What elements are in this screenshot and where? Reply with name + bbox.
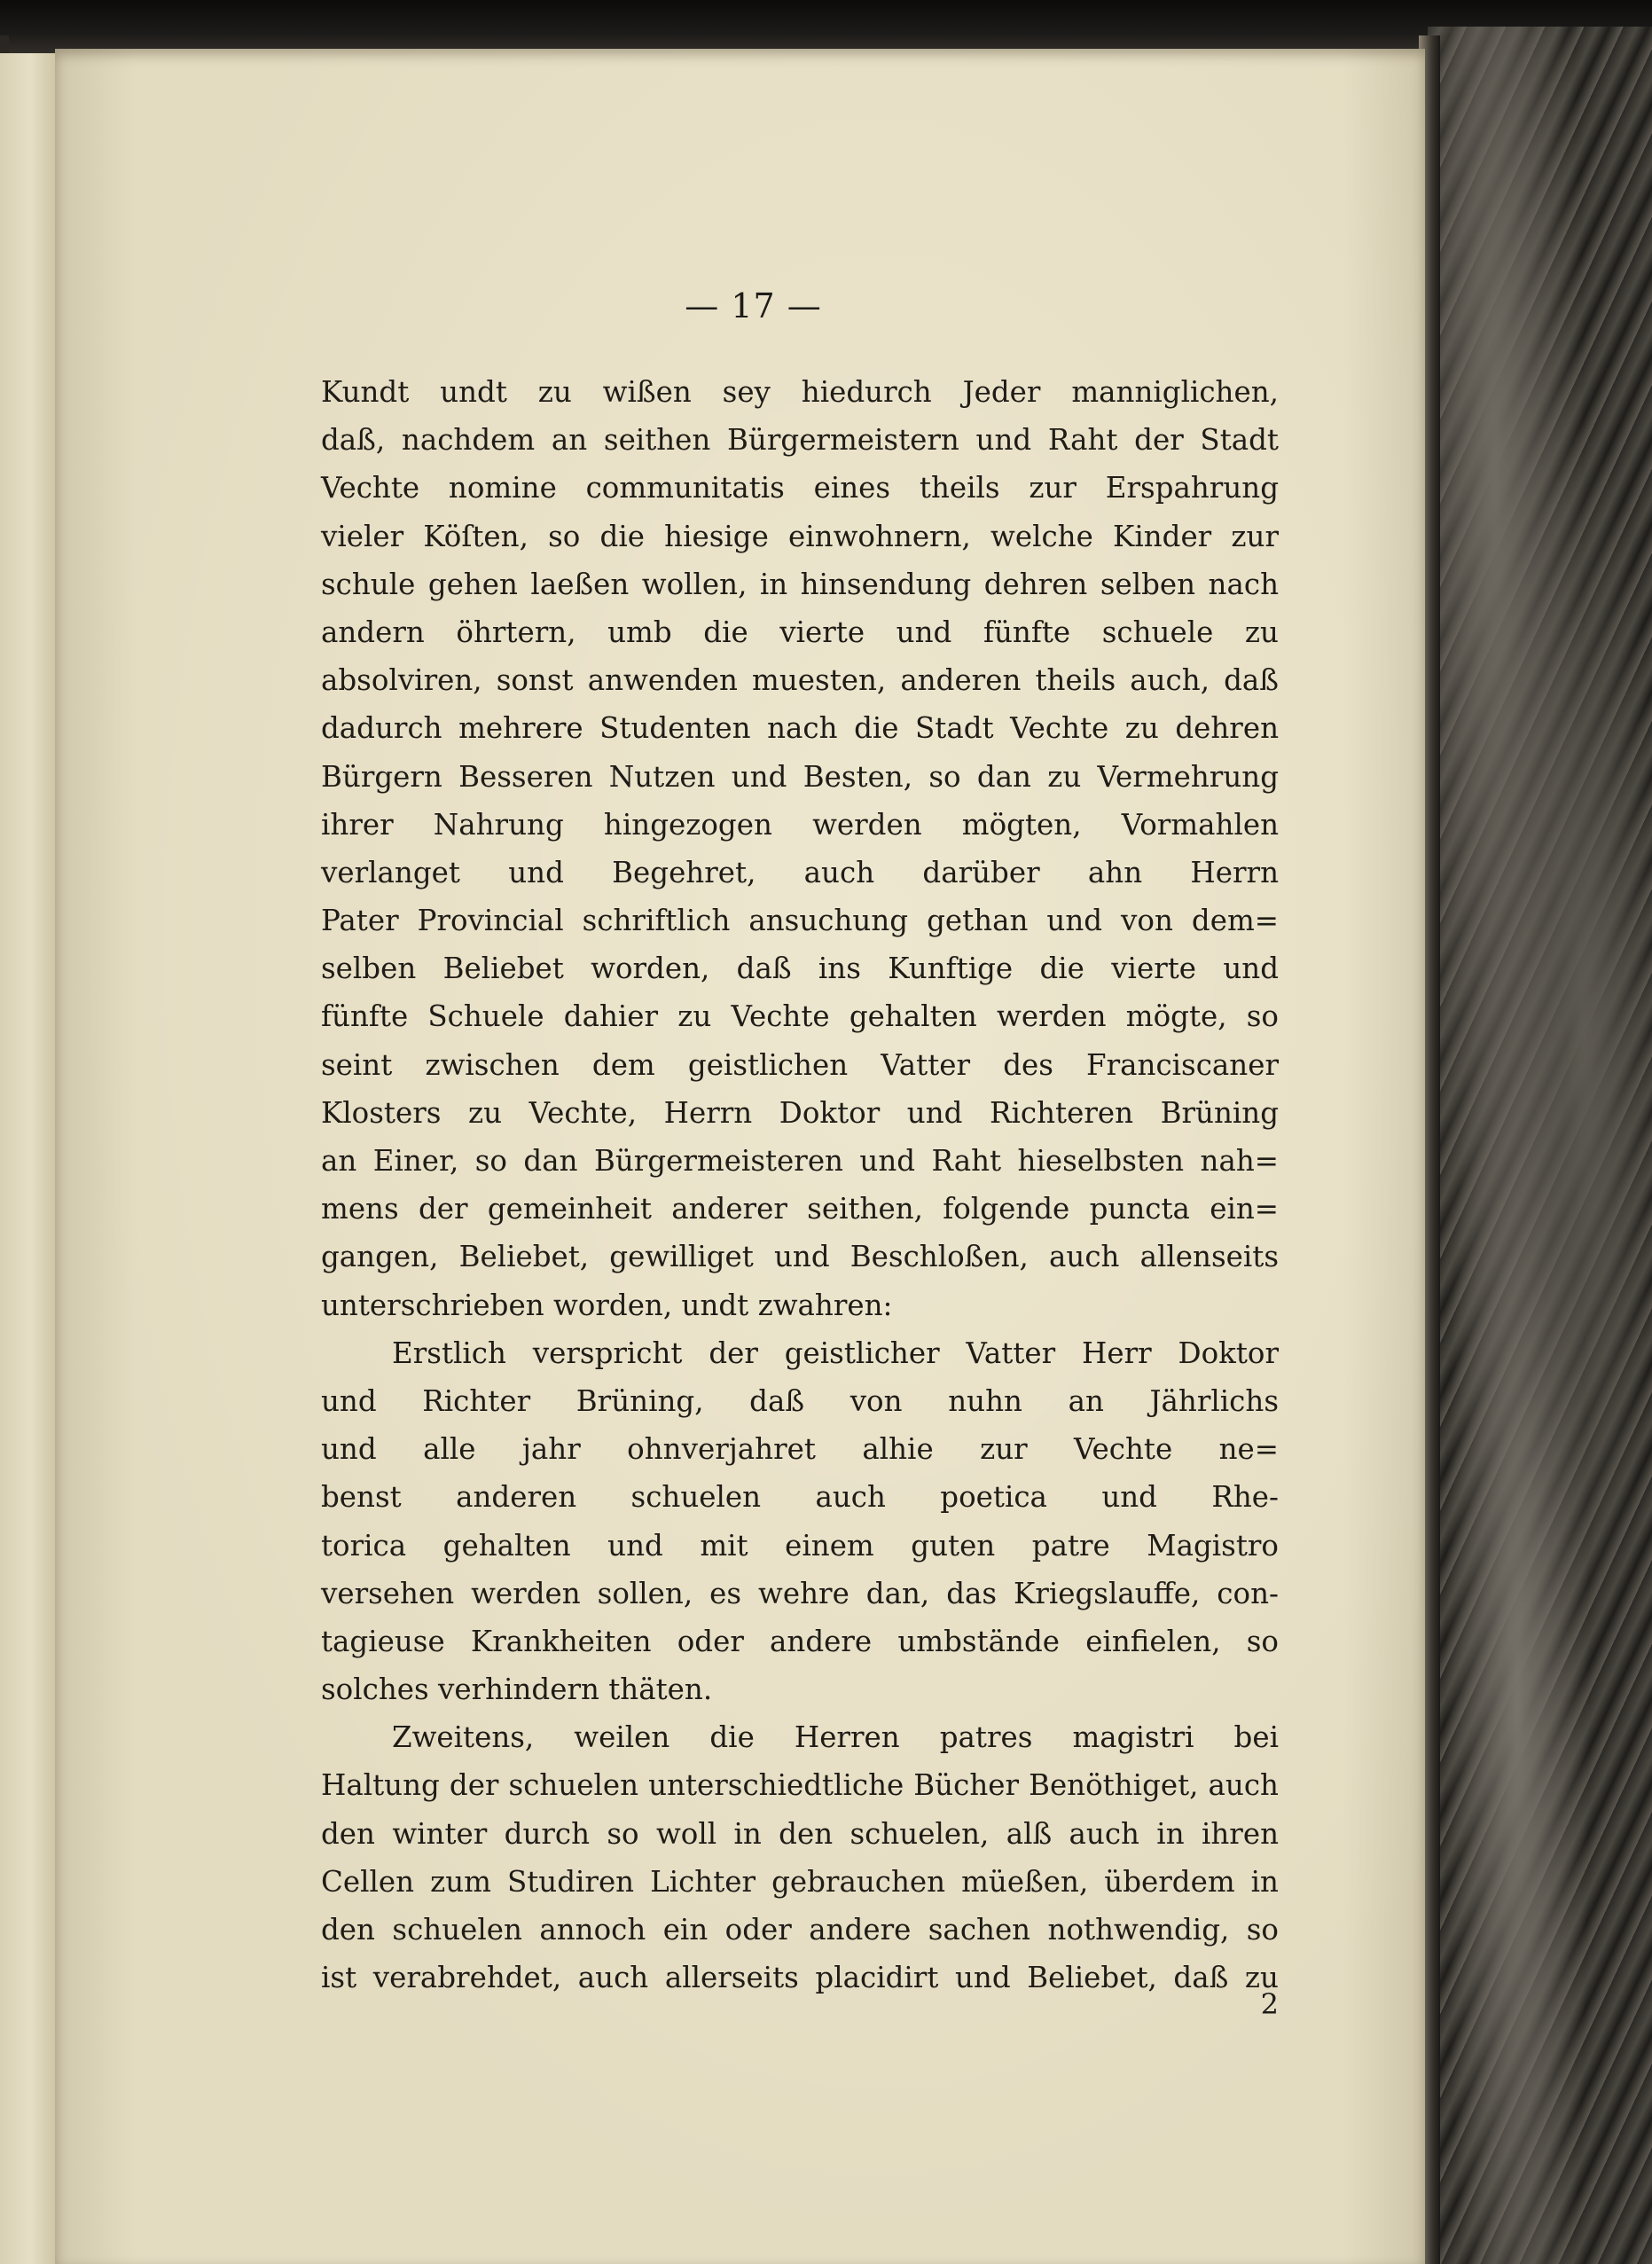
text-line: und alle jahr ohnverjahret alhie zur Vechte ne=: [321, 1432, 1279, 1467]
text-line: Erstlich verspricht der geistlicher Vatter Herr Doktor: [392, 1336, 1279, 1370]
page-body-text: [321, 368, 1279, 2002]
text-line: Haltung der schuelen unterschiedtliche Bücher Benöthiget, auch: [321, 1768, 1279, 1803]
marbled-cover-board: [1428, 27, 1652, 2264]
text-line: Klosters zu Vechte, Herrn Doktor und Richteren Brüning: [321, 1095, 1279, 1130]
text-line: ist verabrehdet, auch allerseits placidirt und Beliebet, daß zu: [321, 1961, 1279, 1995]
text-line: Vechte nomine communitatis eines theils zur Erspahrung: [321, 471, 1279, 505]
text-line: daß, nachdem an seithen Bürgermeistern und Raht der Stadt: [321, 423, 1279, 458]
text-line: den schuelen annoch ein oder andere sachen nothwendig, so: [321, 1913, 1279, 1947]
text-line: schule gehen laeßen wollen, in hinsendung dehren selben nach: [321, 567, 1279, 601]
signature-mark: 2: [1260, 1987, 1279, 2021]
text-line: selben Beliebet worden, daß ins Kunftige die vierte und: [321, 952, 1279, 986]
text-line: Cellen zum Studiren Lichter gebrauchen müeßen, überdem in: [321, 1864, 1279, 1899]
text-line: Zweitens, weilen die Herren patres magistri bei: [392, 1720, 1279, 1755]
text-line: benst anderen schuelen auch poetica und Rhe-: [321, 1480, 1279, 1515]
text-line: mens der gemeinheit anderer seithen, folgende puncta ein=: [321, 1192, 1279, 1226]
text-line: tagieuse Krankheiten oder andere umbstände einfielen, so: [321, 1624, 1279, 1658]
text-line: unterschrieben worden, undt zwahren:: [321, 1288, 893, 1322]
text-line: torica gehalten und mit einem guten patre Magistro: [321, 1528, 1279, 1563]
text-line: Pater Provincial schriftlich ansuchung gethan und von dem=: [321, 904, 1279, 938]
text-line: seint zwischen dem geistlichen Vatter des Franciscaner: [321, 1047, 1279, 1082]
text-line: gangen, Beliebet, gewilliget und Beschloßen, auch allenseits: [321, 1240, 1279, 1274]
text-line: Bürgern Besseren Nutzen und Besten, so dan zu Vermehrung: [321, 759, 1279, 794]
text-line: an Einer, so dan Bürgermeisteren und Raht hieselbsten nah=: [321, 1144, 1279, 1178]
book-page: [55, 49, 1425, 2264]
text-line: versehen werden sollen, es wehre dan, das Kriegslauffe, con-: [321, 1576, 1279, 1610]
text-line: fünfte Schuele dahier zu Vechte gehalten werden mögte, so: [321, 999, 1279, 1034]
text-line: vieler Köſten, so die hiesige einwohnern, welche Kinder zur: [321, 519, 1279, 553]
text-line: ihrer Nahrung hingezogen werden mögten, Vormahlen: [321, 807, 1279, 842]
previous-page-edge: [0, 53, 55, 2264]
text-line: Kundt undt zu wißen sey hiedurch Jeder manniglichen,: [321, 375, 1279, 409]
text-line: und Richter Brüning, daß von nuhn an Jährlichs: [321, 1383, 1279, 1418]
text-line: den winter durch so woll in den schuelen, alß auch in ihren: [321, 1816, 1279, 1851]
text-line: solches verhindern thäten.: [321, 1673, 713, 1707]
text-line: absolviren, sonst anwenden muesten, anderen theils auch, daß: [321, 663, 1279, 698]
text-line: andern öhrtern, umb die vierte und fünfte schuele zu: [321, 615, 1279, 649]
page-number: — 17 —: [685, 286, 822, 325]
text-line: dadurch mehrere Studenten nach die Stadt Vechte zu dehren: [321, 711, 1279, 746]
text-line: verlanget und Begehret, auch darüber ahn Herrn: [321, 855, 1279, 889]
